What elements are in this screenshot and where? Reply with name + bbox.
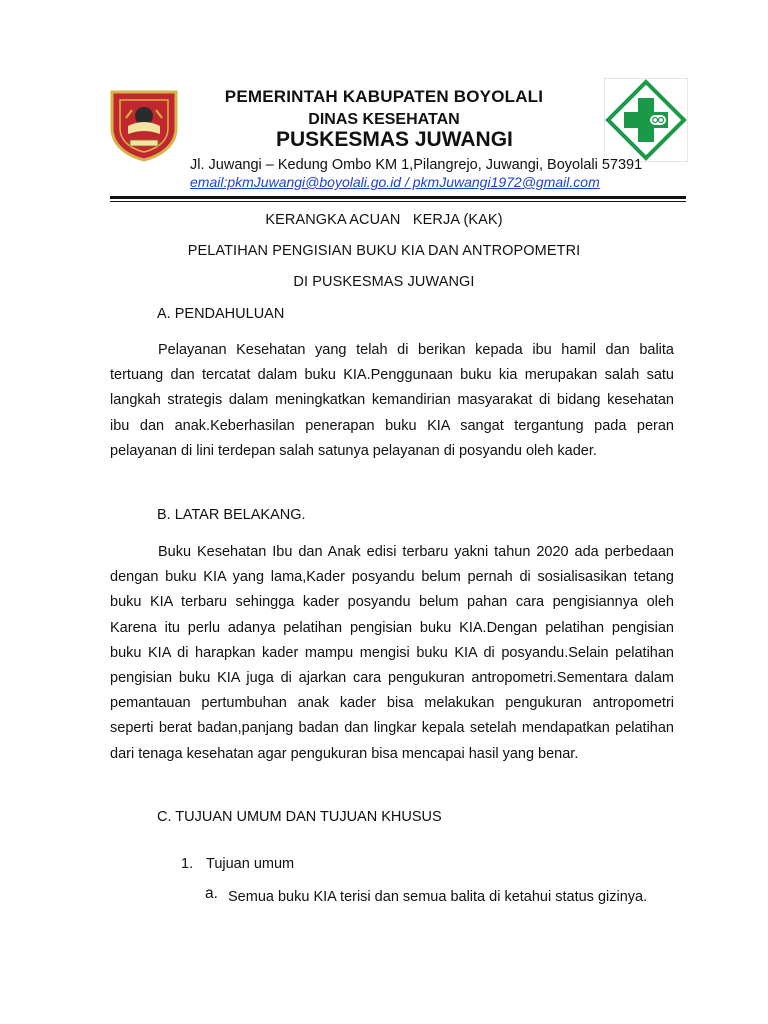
section-a-heading: A. PENDAHULUAN	[157, 306, 285, 322]
header-divider-thin	[110, 201, 686, 202]
section-a-text: Pelayanan Kesehatan yang telah di berikan kepada ibu hamil dan balita tertuang dan tercatat dalam buku KIA.Penggunaan buku kia merupakan salah satu langkah strategis dalam meningkatkan kemandirian masyarakat di bidang kesehatan ibu dan anak.Keberhasilan penerapan buku KIA sangat tergantung pada peran pelayanan di lini terdepan salah satunya pelayanan di posyandu oleh kader.	[110, 342, 674, 459]
sub-item-letter: a.	[205, 885, 218, 902]
list-item-label: Tujuan umum	[206, 856, 295, 872]
institution-name: PUSKESMAS JUWANGI	[276, 128, 513, 151]
header-divider-thick	[110, 196, 686, 199]
section-c-heading: C. TUJUAN UMUM DAN TUJUAN KHUSUS	[157, 809, 442, 825]
section-b-text: Buku Kesehatan Ibu dan Anak edisi terbaru yakni tahun 2020 ada perbedaan dengan buku KIA yang lama,Kader posyandu belum pernah di sosialisasikan tetang buku KIA terbaru sehingga kader posyandu belum pahan cara pengisiannya oleh Karena itu perlu adanya pelatihan pengisian buku KIA.Dengan pelatihan pengisian buku KIA di harapkan kader mampu mengisi buku KIA di posyandu.Selain pelatihan pengisian buku KIA juga di ajarkan cara pengukuran antropometri.Sementara dalam pemantauan pertumbuhan anak kader bisa melakukan pengukuran antropometri seperti berat badan,panjang badan dan lingkar kepala setelah mendapatkan pelatihan dari tenaga kesehatan agar pengukuran bisa mencapai hasil yang benar.	[110, 544, 674, 762]
document-title: KERANGKA ACUAN KERJA (KAK)	[265, 212, 503, 228]
department-name: DINAS KESEHATAN	[308, 111, 460, 128]
sub-item-text: Semua buku KIA terisi dan semua balita di ketahui status gizinya.	[228, 889, 648, 905]
document-subtitle-1: PELATIHAN PENGISIAN BUKU KIA DAN ANTROPOMETRI	[187, 243, 581, 259]
section-b-heading: B. LATAR BELAKANG.	[157, 507, 306, 523]
section-a-paragraph	[110, 338, 674, 464]
section-b-paragraph	[110, 540, 674, 767]
email-link[interactable]: email:pkmJuwangi@boyolali.go.id / pkmJuwangi1972@gmail.com	[190, 174, 600, 190]
document-subtitle-2: DI PUSKESMAS JUWANGI	[293, 274, 475, 290]
government-name: PEMERINTAH KABUPATEN BOYOLALI	[224, 87, 544, 106]
list-item-number: 1.	[181, 856, 194, 872]
address: Jl. Juwangi – Kedung Ombo KM 1,Pilangrejo, Juwangi, Boyolali 57391	[190, 157, 643, 173]
